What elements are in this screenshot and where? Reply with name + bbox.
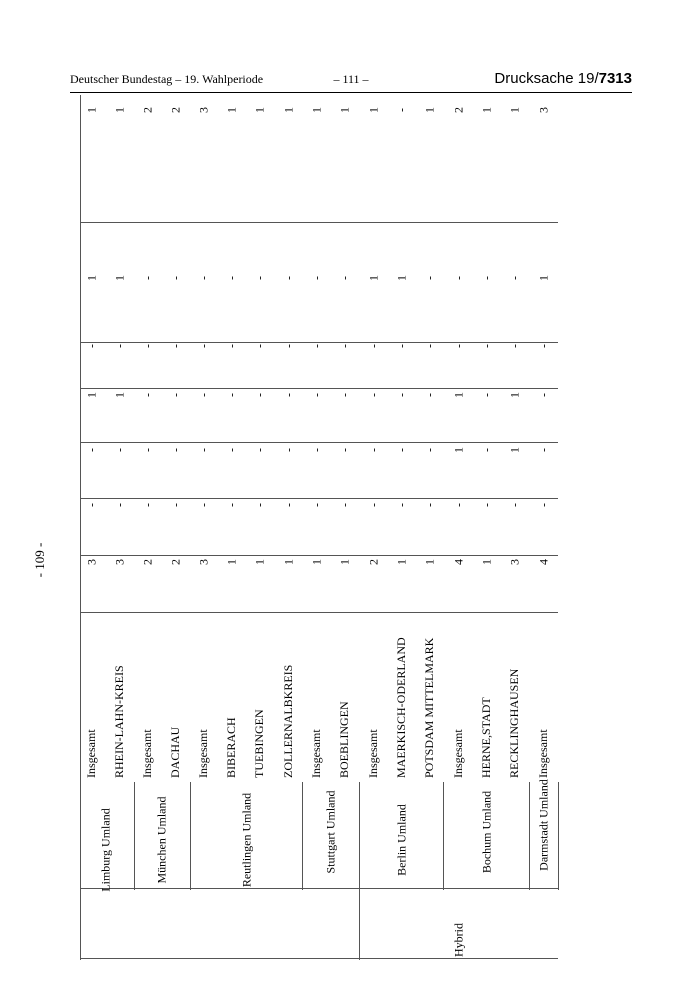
- value-cell: -: [281, 393, 296, 397]
- value-cell: -: [479, 276, 494, 280]
- value-cell: -: [252, 393, 267, 397]
- region-label: Bochum Umland: [479, 790, 494, 874]
- value-cell: -: [140, 344, 155, 348]
- value-cell: 2: [168, 559, 183, 565]
- value-cell: -: [337, 344, 352, 348]
- value-cell: 1: [252, 559, 267, 565]
- column-rule: [80, 612, 558, 613]
- value-cell: -: [140, 503, 155, 507]
- value-cell: -: [394, 108, 409, 112]
- row-label: TUEBINGEN: [252, 709, 266, 778]
- value-cell: -: [309, 448, 324, 452]
- region-separator: [302, 782, 303, 890]
- value-cell: -: [224, 448, 239, 452]
- value-cell: -: [112, 344, 127, 348]
- row-label: Insgesamt: [536, 729, 550, 778]
- region-label: Darmstadt Umland: [536, 779, 551, 871]
- value-cell: 2: [451, 107, 466, 113]
- value-cell: 1: [224, 107, 239, 113]
- value-cell: -: [422, 448, 437, 452]
- group-separator: [359, 888, 360, 960]
- value-cell: -: [366, 393, 381, 397]
- value-cell: 3: [112, 559, 127, 565]
- value-cell: 1: [112, 392, 127, 398]
- value-cell: -: [451, 344, 466, 348]
- value-cell: -: [168, 393, 183, 397]
- value-cell: -: [224, 393, 239, 397]
- document-title: Deutscher Bundestag – 19. Wahlperiode: [70, 72, 264, 86]
- value-cell: 1: [507, 107, 522, 113]
- region-separator: [134, 782, 135, 890]
- value-cell: -: [196, 393, 211, 397]
- row-label: BOEBLINGEN: [337, 701, 351, 778]
- value-cell: 1: [112, 107, 127, 113]
- region-label: Limburg Umland: [98, 808, 113, 892]
- value-cell: 3: [196, 107, 211, 113]
- value-cell: -: [252, 503, 267, 507]
- value-cell: 3: [196, 559, 211, 565]
- value-cell: -: [394, 393, 409, 397]
- value-cell: 1: [281, 107, 296, 113]
- column-rule: [80, 222, 558, 223]
- value-cell: -: [394, 344, 409, 348]
- value-cell: -: [507, 344, 522, 348]
- value-cell: -: [536, 448, 551, 452]
- rotated-page-number: - 109 -: [32, 542, 47, 578]
- column-rule: [80, 498, 558, 499]
- value-cell: 1: [507, 447, 522, 453]
- value-cell: 2: [140, 559, 155, 565]
- value-cell: -: [252, 448, 267, 452]
- value-cell: -: [140, 276, 155, 280]
- value-cell: -: [394, 448, 409, 452]
- value-cell: 1: [224, 559, 239, 565]
- value-cell: -: [140, 448, 155, 452]
- row-label: Insgesamt: [196, 729, 210, 778]
- value-cell: -: [536, 393, 551, 397]
- value-cell: 1: [536, 275, 551, 281]
- value-cell: 1: [309, 559, 324, 565]
- value-cell: -: [536, 344, 551, 348]
- value-cell: 1: [366, 107, 381, 113]
- region-label: München Umland: [154, 796, 169, 884]
- value-cell: -: [168, 276, 183, 280]
- value-cell: -: [252, 276, 267, 280]
- value-cell: -: [422, 393, 437, 397]
- value-cell: 1: [479, 107, 494, 113]
- value-cell: 1: [451, 392, 466, 398]
- row-label: MAERKISCH-ODERLAND: [394, 637, 408, 778]
- row-label: Insgesamt: [140, 729, 154, 778]
- value-cell: 3: [507, 559, 522, 565]
- value-cell: -: [366, 503, 381, 507]
- value-cell: -: [422, 276, 437, 280]
- region-separator: [529, 782, 530, 890]
- value-cell: -: [337, 503, 352, 507]
- value-cell: 1: [422, 559, 437, 565]
- value-cell: -: [422, 503, 437, 507]
- value-cell: -: [479, 393, 494, 397]
- value-cell: -: [168, 503, 183, 507]
- value-cell: -: [196, 448, 211, 452]
- value-cell: -: [281, 448, 296, 452]
- value-cell: 4: [536, 559, 551, 565]
- region-separator: [359, 782, 360, 890]
- region-right-border: [558, 782, 559, 890]
- value-cell: -: [196, 503, 211, 507]
- row-label: Insgesamt: [451, 729, 465, 778]
- value-cell: -: [224, 344, 239, 348]
- value-cell: 1: [112, 275, 127, 281]
- value-cell: -: [168, 344, 183, 348]
- drucksache-number: Drucksache 19/7313: [494, 70, 632, 87]
- value-cell: -: [309, 276, 324, 280]
- value-cell: -: [281, 276, 296, 280]
- region-separator: [443, 782, 444, 890]
- region-separator: [190, 782, 191, 890]
- row-label: Insgesamt: [309, 729, 323, 778]
- value-cell: 1: [394, 275, 409, 281]
- value-cell: -: [507, 276, 522, 280]
- row-label: Insgesamt: [366, 729, 380, 778]
- row-label: HERNE,STADT: [479, 697, 493, 778]
- value-cell: 1: [507, 392, 522, 398]
- value-cell: -: [337, 448, 352, 452]
- value-cell: -: [196, 276, 211, 280]
- value-cell: -: [479, 503, 494, 507]
- row-label: DACHAU: [168, 726, 182, 778]
- value-cell: 4: [451, 559, 466, 565]
- value-cell: -: [366, 448, 381, 452]
- column-rule: [80, 555, 558, 556]
- region-label: Reutlingen Umland: [239, 792, 253, 888]
- region-label: Berlin Umland: [394, 804, 409, 876]
- value-cell: 2: [366, 559, 381, 565]
- row-label: RHEIN-LAHN-KREIS: [112, 665, 126, 778]
- value-cell: -: [366, 344, 381, 348]
- value-cell: -: [281, 344, 296, 348]
- value-cell: 1: [337, 107, 352, 113]
- value-cell: -: [224, 276, 239, 280]
- page-number: – 111 –: [333, 72, 369, 86]
- value-cell: -: [451, 276, 466, 280]
- group-label: Hybrid: [451, 923, 466, 957]
- value-cell: 3: [536, 107, 551, 113]
- value-cell: 1: [252, 107, 267, 113]
- row-label: POTSDAM MITTELMARK: [422, 637, 436, 778]
- value-cell: 1: [281, 559, 296, 565]
- value-cell: 1: [451, 447, 466, 453]
- value-cell: -: [337, 276, 352, 280]
- value-cell: 1: [337, 559, 352, 565]
- row-label: Insgesamt: [84, 729, 98, 778]
- value-cell: -: [451, 503, 466, 507]
- value-cell: -: [309, 344, 324, 348]
- value-cell: -: [140, 393, 155, 397]
- value-cell: -: [507, 503, 522, 507]
- table-left-border: [80, 95, 81, 960]
- value-cell: 1: [84, 107, 99, 113]
- table-bottom-border: [80, 958, 558, 959]
- value-cell: -: [479, 448, 494, 452]
- value-cell: -: [394, 503, 409, 507]
- value-cell: -: [536, 503, 551, 507]
- value-cell: -: [309, 503, 324, 507]
- value-cell: -: [224, 503, 239, 507]
- value-cell: -: [337, 393, 352, 397]
- value-cell: 2: [140, 107, 155, 113]
- value-cell: -: [84, 344, 99, 348]
- value-cell: 1: [479, 559, 494, 565]
- value-cell: -: [252, 344, 267, 348]
- value-cell: -: [309, 393, 324, 397]
- value-cell: 1: [394, 559, 409, 565]
- value-cell: 1: [84, 275, 99, 281]
- column-rule: [80, 342, 558, 343]
- row-label: BIBERACH: [224, 717, 238, 778]
- value-cell: -: [84, 448, 99, 452]
- value-cell: 2: [168, 107, 183, 113]
- value-cell: 1: [366, 275, 381, 281]
- column-rule: [80, 442, 558, 443]
- value-cell: -: [281, 503, 296, 507]
- value-cell: -: [479, 344, 494, 348]
- region-label: Stuttgart Umland: [323, 790, 338, 874]
- value-cell: -: [168, 448, 183, 452]
- row-label: ZOLLERNALBKREIS: [281, 664, 295, 778]
- column-rule: [80, 388, 558, 389]
- value-cell: -: [112, 503, 127, 507]
- value-cell: -: [422, 344, 437, 348]
- value-cell: 3: [84, 559, 99, 565]
- value-cell: 1: [422, 107, 437, 113]
- region-bottom-rule: [80, 888, 558, 889]
- value-cell: 1: [84, 392, 99, 398]
- value-cell: -: [84, 503, 99, 507]
- value-cell: -: [112, 448, 127, 452]
- row-label: RECKLINGHAUSEN: [507, 668, 521, 778]
- value-cell: 1: [309, 107, 324, 113]
- value-cell: -: [196, 344, 211, 348]
